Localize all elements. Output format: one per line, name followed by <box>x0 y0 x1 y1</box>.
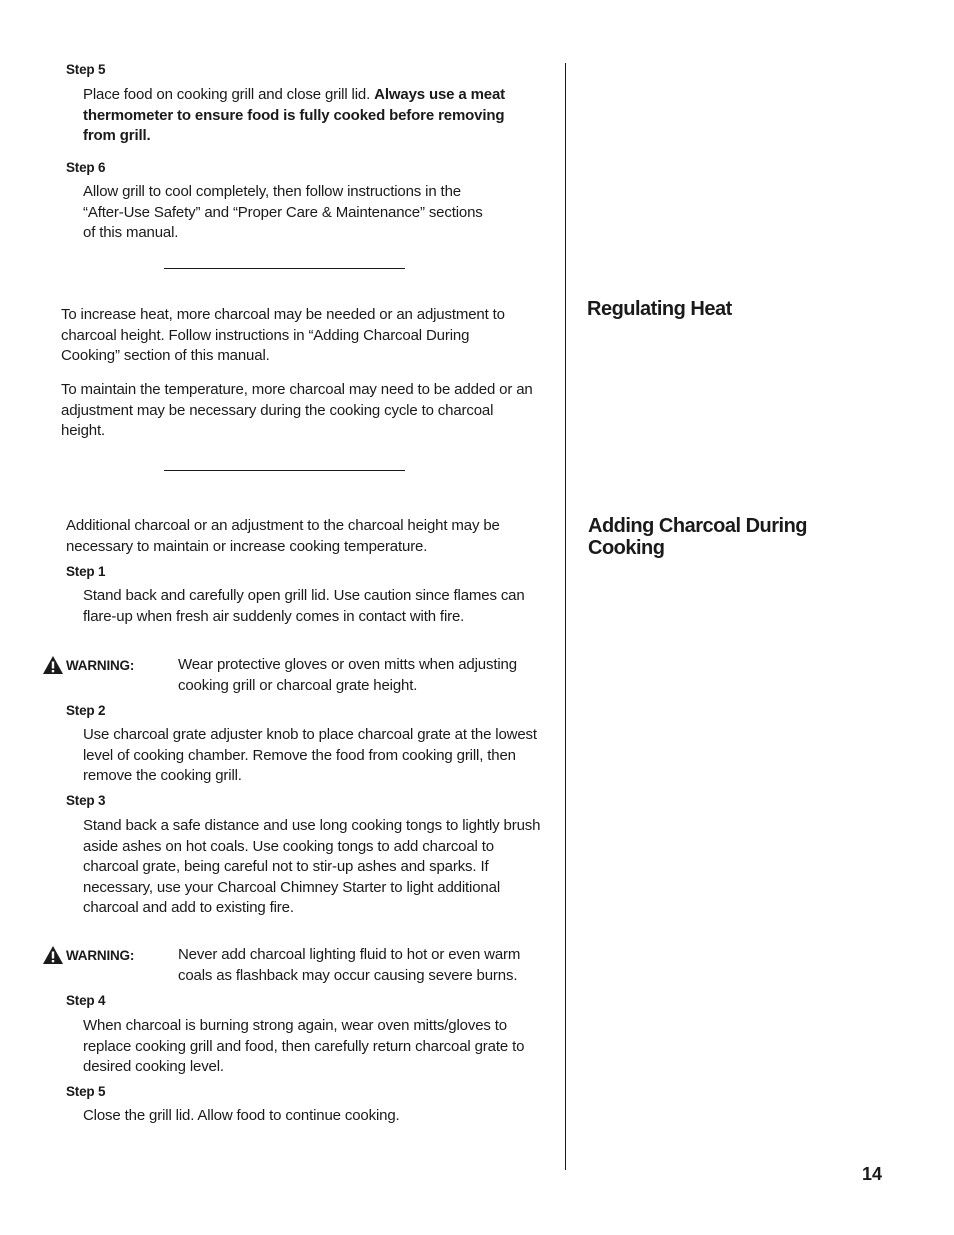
step-6-text: Allow grill to cool completely, then follow instructions in the “After-Use Safety” and “Proper Care & Maintenance” sections of this manual. <box>83 183 483 241</box>
step-2-text: Use charcoal grate adjuster knob to place charcoal grate at the lowest level of cooking chamber. Remove the food from cooking grill, then remove the cooking grill. <box>83 726 537 784</box>
regulating-heat-para-1: To increase heat, more charcoal may be needed or an adjustment to charcoal height. Follow instructions in “Adding Charcoal During Cooking” section of this manual. <box>61 306 505 364</box>
regulating-heat-para-2: To maintain the temperature, more charcoal may need to be added or an adjustment may be necessary during the cooking cycle to charcoal height. <box>61 381 533 439</box>
step-1-text: Stand back and carefully open grill lid. Use caution since flames can flare-up when fresh air suddenly comes in contact with fire. <box>83 587 525 625</box>
warning-1-label: WARNING: <box>66 657 135 673</box>
step-1-label: Step 1 <box>66 564 106 579</box>
step-2-label: Step 2 <box>66 703 106 718</box>
heading-regulating-heat: Regulating Heat <box>587 298 732 320</box>
warning-1 <box>42 655 134 675</box>
step-5-plain: Place food on cooking grill and close grill lid. <box>83 86 375 103</box>
step-4-label: Step 4 <box>66 993 106 1008</box>
step-3-text: Stand back a safe distance and use long cooking tongs to lightly brush aside ashes on hot coals. Use cooking tongs to add charcoal to charcoal grate, being careful not to stir-up ashes and sparks. If necessary, use your Charcoal Chimney Starter to light additional charcoal and add to existing fire. <box>83 817 541 916</box>
step-5b-text: Close the grill lid. Allow food to continue cooking. <box>83 1107 400 1124</box>
warning-triangle-icon <box>42 945 64 965</box>
step-5-label: Step 5 <box>66 62 106 77</box>
step-6-label: Step 6 <box>66 160 106 175</box>
warning-2 <box>42 945 134 965</box>
warning-2-text: Never add charcoal lighting fluid to hot or even warm coals as flashback may occur causing severe burns. <box>178 946 521 984</box>
step-4-text: When charcoal is burning strong again, wear oven mitts/gloves to replace cooking grill and food, then carefully return charcoal grate to desired cooking level. <box>83 1017 525 1075</box>
warning-2-label: WARNING: <box>66 947 135 963</box>
section-divider <box>164 268 405 269</box>
step-3-label: Step 3 <box>66 793 106 808</box>
warning-1-text: Wear protective gloves or oven mitts when adjusting cooking grill or charcoal grate height. <box>178 656 517 694</box>
adding-charcoal-intro: Additional charcoal or an adjustment to the charcoal height may be necessary to maintain or increase cooking temperature. <box>66 517 500 555</box>
step-5-bold: Always use a meat thermometer to ensure food is fully cooked before removing from grill. <box>83 86 506 144</box>
page-number: 14 <box>862 1164 883 1184</box>
heading-adding-charcoal: Adding Charcoal During Cooking <box>588 515 807 559</box>
warning-triangle-icon <box>42 655 64 675</box>
step-5-text <box>83 85 533 147</box>
section-divider <box>164 470 405 471</box>
column-divider <box>565 63 566 1170</box>
step-5b-label: Step 5 <box>66 1084 106 1099</box>
